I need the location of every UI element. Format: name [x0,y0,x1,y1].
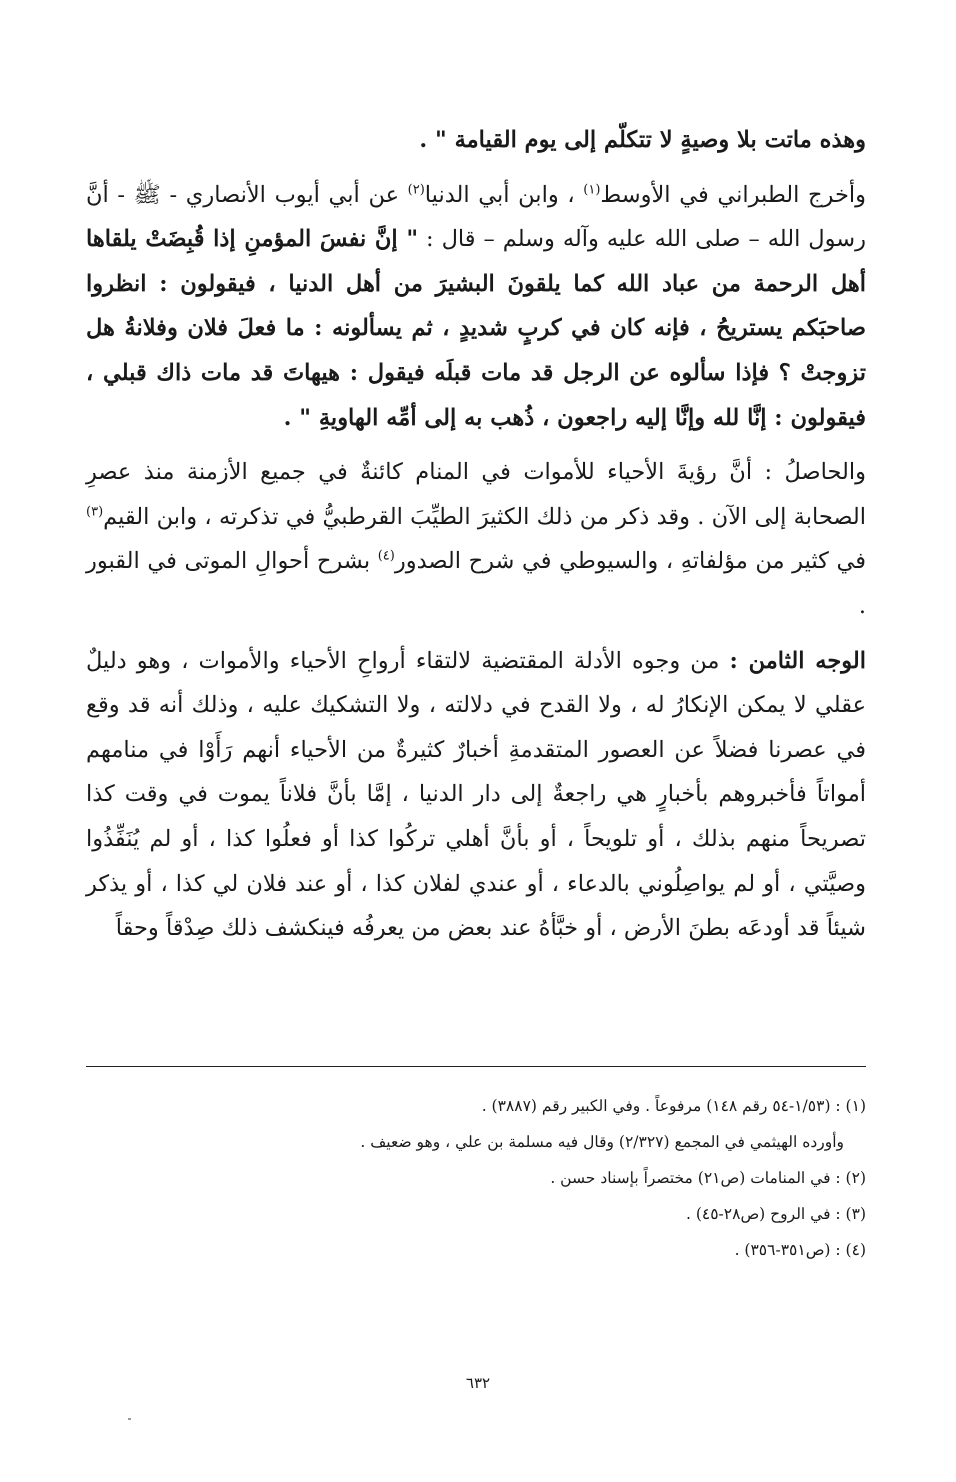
footnote-1: (١) : (١/٥٣-٥٤ رقم ١٤٨) مرفوعاً . وفي الكبير رقم (٣٨٨٧) . [481,1097,866,1115]
hadith-quote: " إنَّ نفسَ المؤمنِ إذا قُبِضَتْ يلقاها أهل الرحمة من عباد الله كما يلقونَ البشيرَ من أهل الدنيا ، فيقولون : انظروا صاحبَكم يستريحُ ، فإنه كان في كربٍ شديدٍ ، ثم يسألونه : ما فعلَ فلان وفلانةُ هل تزوجتْ ؟ فإذا سألوه عن الرجل قد مات قبلَه فيقول : هيهاتَ قد مات ذاك قبلي ، فيقولون : إنَّا لله وإنَّا إليه راجعون ، ذُهب به إلى أمِّه الهاويةِ " . [86,226,866,431]
footnote-2: (٢) : في المنامات (ص٢١) مختصراً بإسناد حسن . [550,1169,866,1187]
paragraph-2-text-a: وأخرج الطبراني في الأوسط [600,181,866,208]
paragraph-3-text-a: والحاصلُ : أنَّ رؤيةَ الأحياء للأموات في المنام كائنةٌ في جميع الأزمنة منذ عصرِ الصحابة إلى الآن . وقد ذكر من ذلك الكثيرَ الطيِّبَ القرطبيُّ في تذكرته ، وابن القيم [86,459,866,530]
footnote-3: (٣) : في الروح (ص٢٨-٤٥) . [685,1205,866,1223]
paragraph-4-text: من وجوه الأدلة المقتضية لالتقاء أرواحِ الأحياء والأموات ، وهو دليلٌ عقلي لا يمكن الإنكارُ له ، ولا القدح في دلالته ، ولا التشكيك عليه ، وذلك أنه قد وقع في عصرنا فضلاً عن العصور المتقدمةِ أخبارٌ كثيرةٌ من الأحياء أنهم رَأَوْا في منامهم أمواتاً فأخبروهم بأخبارٍ هي راجعةٌ إلى دار الدنيا ، إمَّا بأنَّ فلاناً يموت في وقت كذا تصريحاً منهم بذلك ، أو تلويحاً ، أو بأنَّ أهلي تركُوا كذا أو فعلُوا كذا ، أو لم يُنَفِّذُوا وصيَّتي ، أو لم يواصِلُوني بالدعاء ، أو عندي لفلان كذا ، أو عند فلان لي كذا ، أو يذكر شيئاً قد أودعَه بطنَ الأرض ، أو خبَّأهُ عند بعض من يعرفُه فينكشف ذلك صِدْقاً وحقاً [86,647,866,942]
section-lead: الوجه الثامن : [729,647,867,674]
paragraph-2-text-c: عن أبي أيوب الأنصاري - ﷺ - أنَّ رسول الله – صلى الله عليه وآله وسلم – قال : [86,181,866,253]
paragraph-4 [86,639,866,951]
footnote-divider [86,1066,866,1067]
paragraph-3 [86,450,866,628]
paragraph-2-text-b: ، وابن أبي الدنيا [424,181,584,208]
footnote-ref-4[interactable]: (٤) [377,548,395,564]
paragraph-1-text: وهذه ماتت بلا وصيةٍ لا تتكلّم إلى يوم القيامة " . [419,127,866,153]
paragraph-3-text-b: في كثير من مؤلفاتهِ ، والسيوطي في شرح الصدور [394,548,866,575]
footnotes [86,1088,866,1268]
paragraph-3-text-c: بشرح أحوالِ الموتى في القبور . [86,548,866,619]
page-number: ٦٣٢ [465,1374,491,1392]
paragraph-2 [86,173,866,441]
page-body [86,118,866,951]
footnote-1-continued: وأورده الهيثمي في المجمع (٢/٣٢٧) وقال فيه مسلمة بن علي ، وهو ضعيف . [360,1133,844,1151]
footnote-ref-3[interactable]: (٣) [86,504,104,520]
paragraph-1 [86,118,866,163]
footnote-ref-2[interactable]: (٢) [407,182,425,198]
scan-speck [128,1418,131,1420]
footnote-4: (٤) : (ص٣٥١-٣٥٦) . [734,1241,866,1259]
footnote-ref-1[interactable]: (١) [583,182,601,198]
